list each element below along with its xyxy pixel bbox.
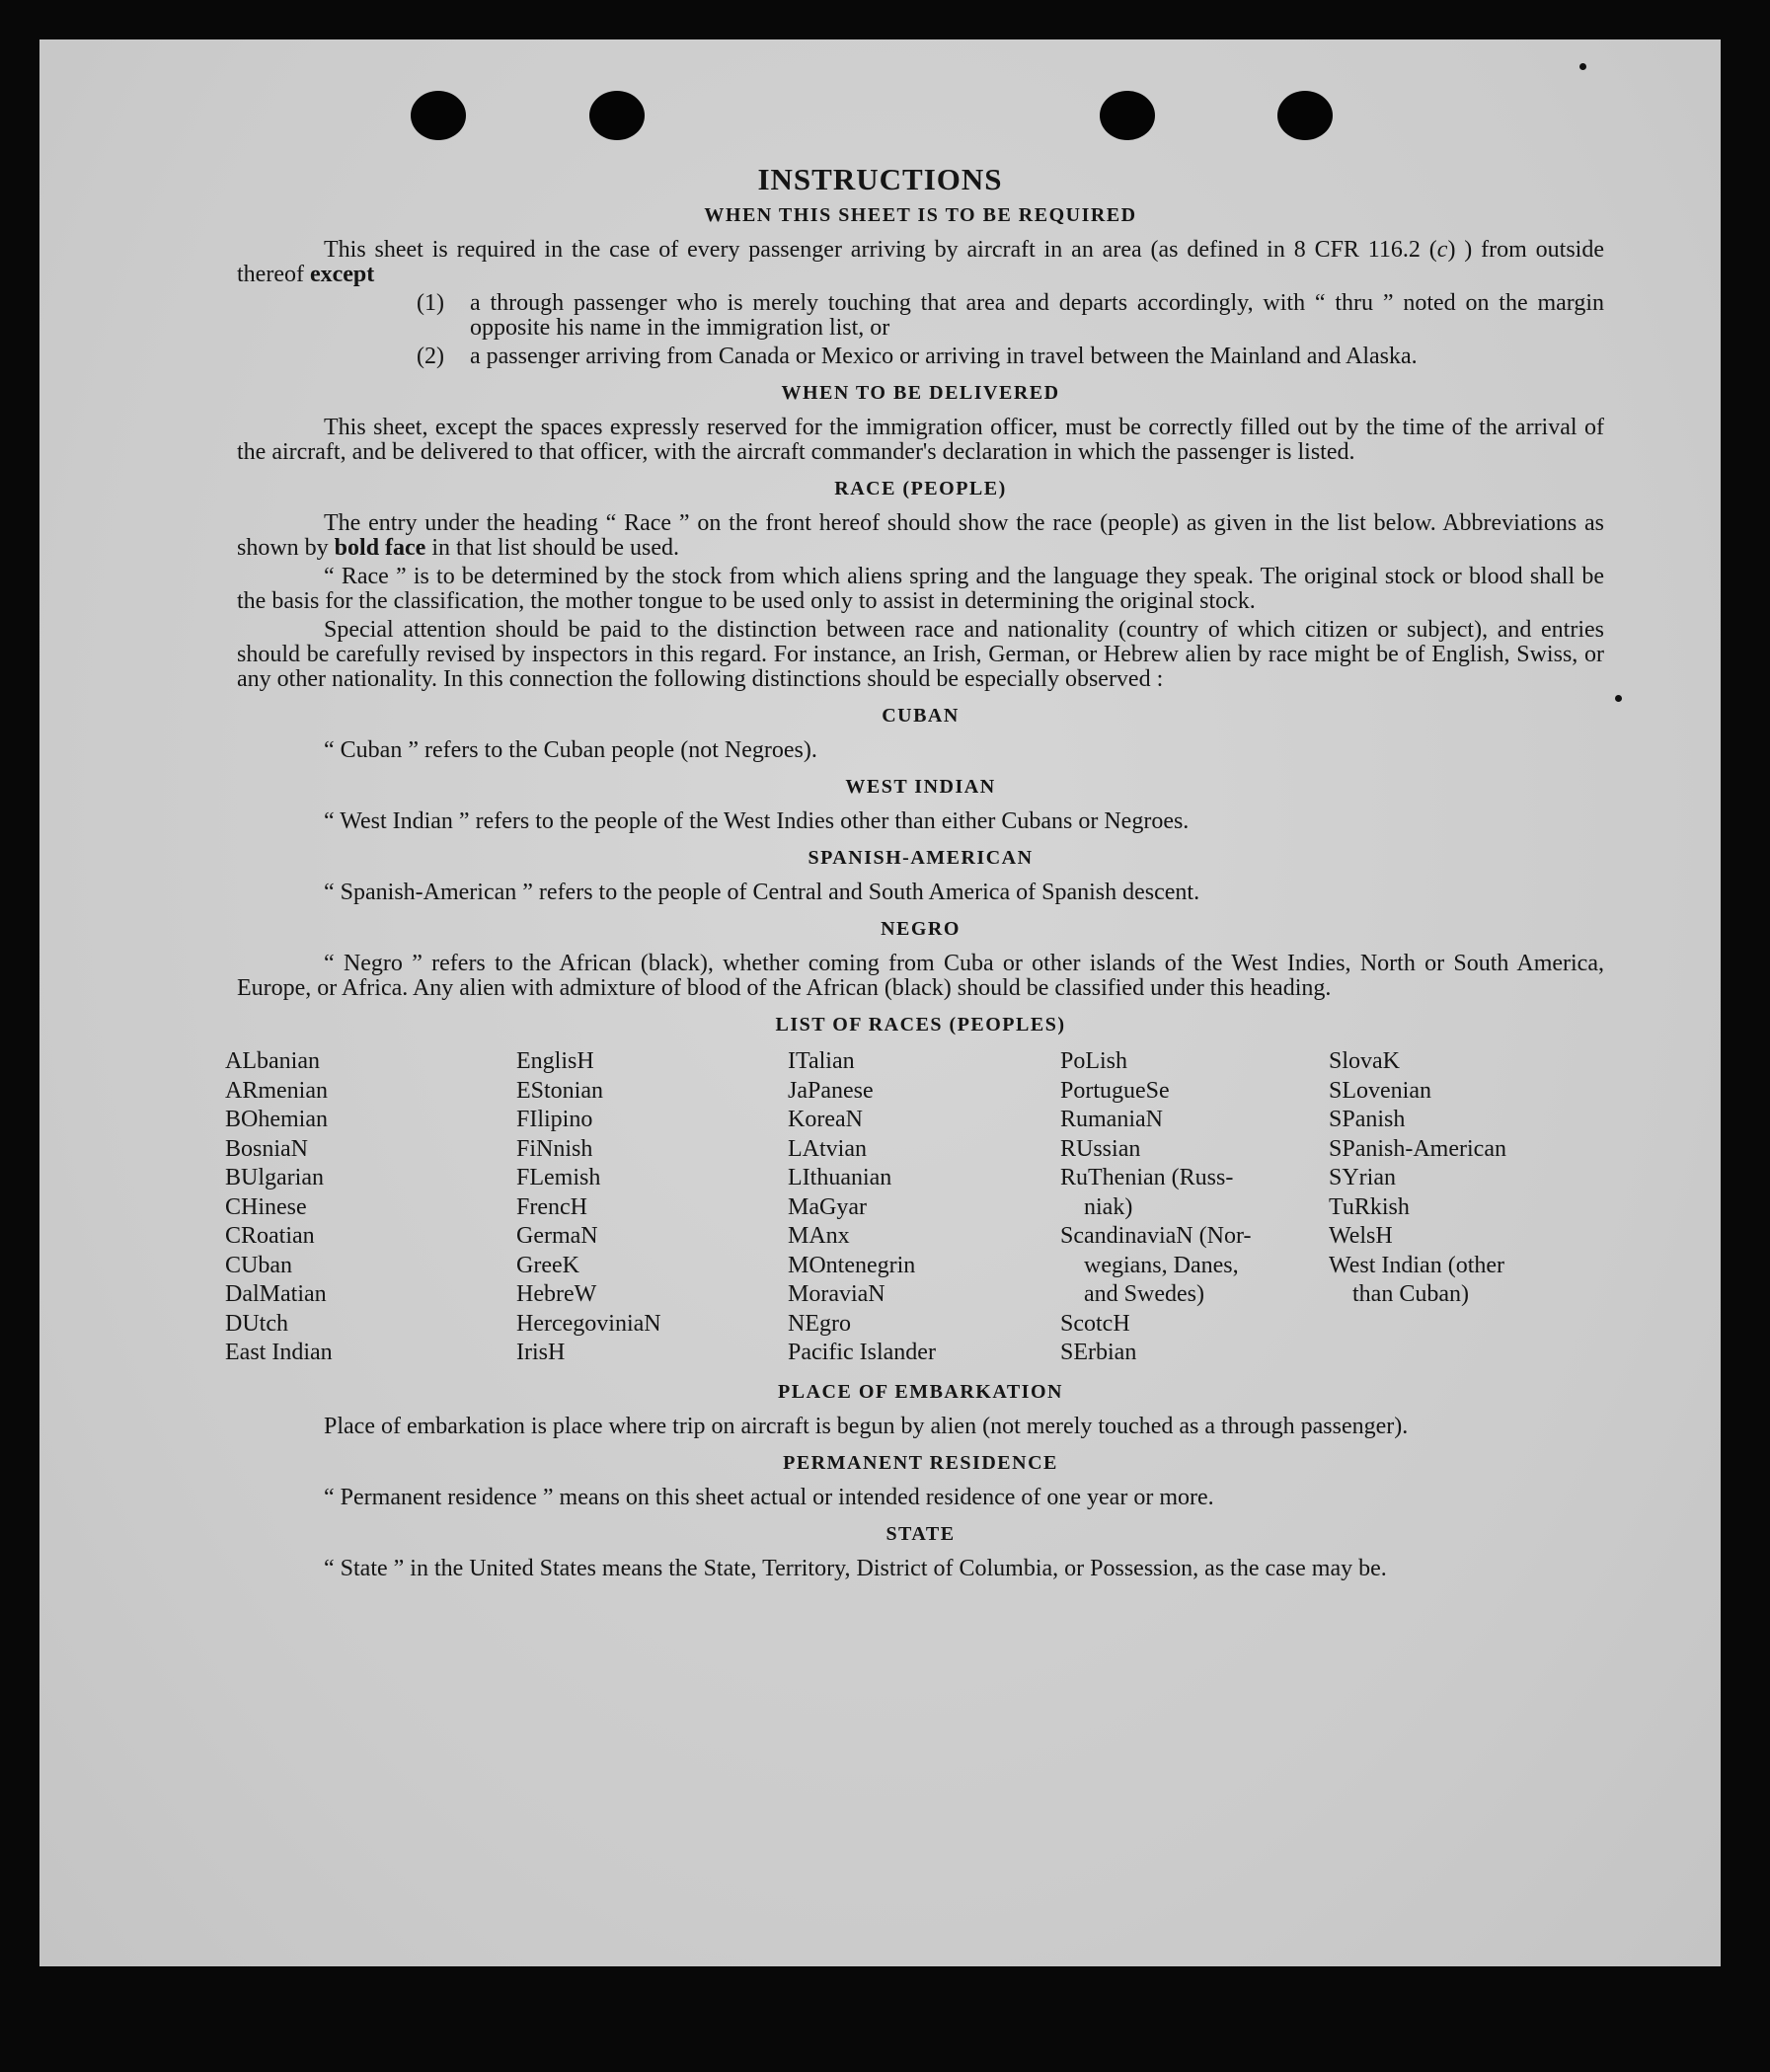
race-item: RumaniaN	[1060, 1107, 1163, 1132]
race-paragraph: The entry under the heading “ Race ” on the front hereof should show the race (people) as given in the list below. Abbreviations as shown by bold face in that list should be used.	[237, 510, 1604, 561]
residence-paragraph: “ Permanent residence ” means on this sheet actual or intended residence of one year or more.	[324, 1484, 1214, 1510]
race-item: CUban	[225, 1252, 292, 1278]
race-item: LIthuanian	[788, 1165, 892, 1190]
punch-hole	[411, 91, 466, 140]
race-item: KoreaN	[788, 1107, 863, 1132]
race-item: FrencH	[516, 1193, 587, 1220]
race-item: JaPanese	[788, 1077, 874, 1104]
numbered-item: (2) a passenger arriving from Canada or Mexico or arriving in travel between the Mainland and Alaska.	[417, 344, 1418, 369]
race-item: FiNnish	[516, 1135, 593, 1162]
section-heading-state: STATE	[885, 1522, 956, 1545]
race-item: PortugueSe	[1060, 1077, 1170, 1104]
section-heading-spanish-american: SPANISH-AMERICAN	[808, 847, 1034, 869]
race-item: IrisH	[516, 1340, 566, 1365]
race-item: MaGyar	[788, 1193, 867, 1220]
race-item: WelsH	[1329, 1223, 1393, 1249]
race-item: ARmenian	[225, 1077, 328, 1104]
page-title: INSTRUCTIONS	[757, 162, 1003, 196]
race-item: EnglisH	[516, 1048, 594, 1074]
race-item: ScandinaviaN (Nor-	[1060, 1223, 1252, 1249]
race-item: BOhemian	[225, 1107, 328, 1132]
section-heading-residence: PERMANENT RESIDENCE	[783, 1451, 1058, 1474]
race-item: FIlipino	[516, 1107, 593, 1132]
race-item	[1329, 1310, 1592, 1340]
section-heading-negro: NEGRO	[881, 918, 961, 940]
race-item: RUssian	[1060, 1135, 1141, 1162]
punch-hole	[1277, 91, 1333, 140]
instructions-body	[225, 203, 1604, 1585]
section-heading-required: WHEN THIS SHEET IS TO BE REQUIRED	[704, 204, 1137, 226]
race-item: LAtvian	[788, 1135, 867, 1162]
race-item: BUlgarian	[225, 1165, 324, 1190]
race-item: MOntenegrin	[788, 1252, 916, 1278]
speck	[1579, 63, 1586, 70]
race-item: CRoatian	[225, 1223, 315, 1249]
cuban-paragraph: “ Cuban ” refers to the Cuban people (not Negroes).	[324, 737, 817, 763]
race-item: SlovaK	[1329, 1048, 1400, 1074]
race-item: DUtch	[225, 1310, 288, 1337]
race-item	[1329, 1339, 1592, 1368]
race-item: BosniaN	[225, 1135, 308, 1162]
negro-paragraph: “ Negro ” refers to the African (black), whether coming from Cuba or other islands of the West Indies, North or South America, Europe, or Africa. Any alien with admixture of blood of the African (black) should be classified under this heading.	[237, 951, 1604, 1001]
race-item: RuThenian (Russ-	[1060, 1165, 1234, 1190]
race-item: GermaN	[516, 1223, 598, 1249]
race-item: SPanish	[1329, 1107, 1406, 1132]
race-item: CHinese	[225, 1193, 307, 1220]
race-item: ALbanian	[225, 1048, 320, 1074]
race-item: TuRkish	[1329, 1193, 1410, 1220]
race-item: West Indian (other	[1329, 1252, 1505, 1278]
race-item: HebreW	[516, 1281, 597, 1307]
state-paragraph: “ State ” in the United States means the State, Territory, District of Columbia, or Possession, as the case may be.	[324, 1555, 1387, 1581]
spanish-american-paragraph: “ Spanish-American ” refers to the people of Central and South America of Spanish descent.	[324, 880, 1200, 905]
race-item: EStonian	[516, 1077, 603, 1104]
race-item: GreeK	[516, 1252, 579, 1278]
section-heading-list-of-races: LIST OF RACES (PEOPLES)	[775, 1014, 1066, 1036]
race-item: HercegoviniaN	[516, 1310, 661, 1337]
race-item: PoLish	[1060, 1048, 1128, 1074]
race-item: SYrian	[1329, 1165, 1396, 1190]
race-item: FLemish	[516, 1165, 601, 1190]
race-item: DalMatian	[225, 1281, 327, 1307]
race-item: NEgro	[788, 1310, 851, 1337]
race-item: SLovenian	[1329, 1077, 1431, 1104]
race-item: wegians, Danes,	[1084, 1252, 1239, 1278]
section-heading-west-indian: WEST INDIAN	[845, 776, 996, 798]
numbered-item: (1) a through passenger who is merely touching that area and departs accordingly, with “ thru ” noted on the margin opposite his name in the immigration list, or	[417, 290, 1604, 341]
punch-hole	[589, 91, 645, 140]
required-paragraph: This sheet is required in the case of every passenger arriving by aircraft in an area (as defined in 8 CFR 116.2 (c) ) from outside thereof except	[237, 237, 1604, 287]
race-item: ScotcH	[1060, 1310, 1130, 1337]
race-item: and Swedes)	[1084, 1281, 1204, 1307]
race-item: than Cuban)	[1352, 1281, 1469, 1307]
section-heading-delivered: WHEN TO BE DELIVERED	[781, 382, 1060, 404]
document-page	[39, 39, 1721, 1966]
race-item: ITalian	[788, 1048, 855, 1074]
race-item: niak)	[1084, 1193, 1133, 1220]
race-item: MoraviaN	[788, 1281, 885, 1307]
race-item: East Indian	[225, 1340, 333, 1365]
section-heading-race: RACE (PEOPLE)	[834, 478, 1007, 499]
punch-hole	[1100, 91, 1155, 140]
delivered-paragraph: This sheet, except the spaces expressly reserved for the immigration officer, must be correctly filled out by the time of the arrival of the aircraft, and be delivered to that officer, with the aircraft commander's declaration in which the passenger is listed.	[237, 415, 1604, 465]
speck	[1615, 695, 1622, 702]
race-item: SErbian	[1060, 1340, 1137, 1365]
race-item: MAnx	[788, 1223, 850, 1249]
embarkation-paragraph: Place of embarkation is place where trip on aircraft is begun by alien (not merely touched as a through passenger).	[324, 1413, 1409, 1439]
races-list	[225, 1047, 1604, 1368]
race-paragraph: “ Race ” is to be determined by the stock from which aliens spring and the language they speak. The original stock or blood shall be the basis for the classification, the mother tongue to be used only to assist in determining the original stock.	[237, 564, 1604, 614]
race-item: Pacific Islander	[788, 1340, 936, 1365]
section-heading-embarkation: PLACE OF EMBARKATION	[778, 1380, 1063, 1403]
west-indian-paragraph: “ West Indian ” refers to the people of the West Indies other than either Cubans or Negroes.	[324, 808, 1190, 834]
race-paragraph: Special attention should be paid to the distinction between race and nationality (country of which citizen or subject), and entries should be carefully revised by inspectors in this regard. For instance, an Irish, German, or Hebrew alien by race might be of English, Swiss, or any other nationality. In this connection the following distinctions should be especially observed :	[237, 617, 1604, 692]
section-heading-cuban: CUBAN	[882, 705, 960, 727]
race-item: SPanish-American	[1329, 1135, 1506, 1162]
